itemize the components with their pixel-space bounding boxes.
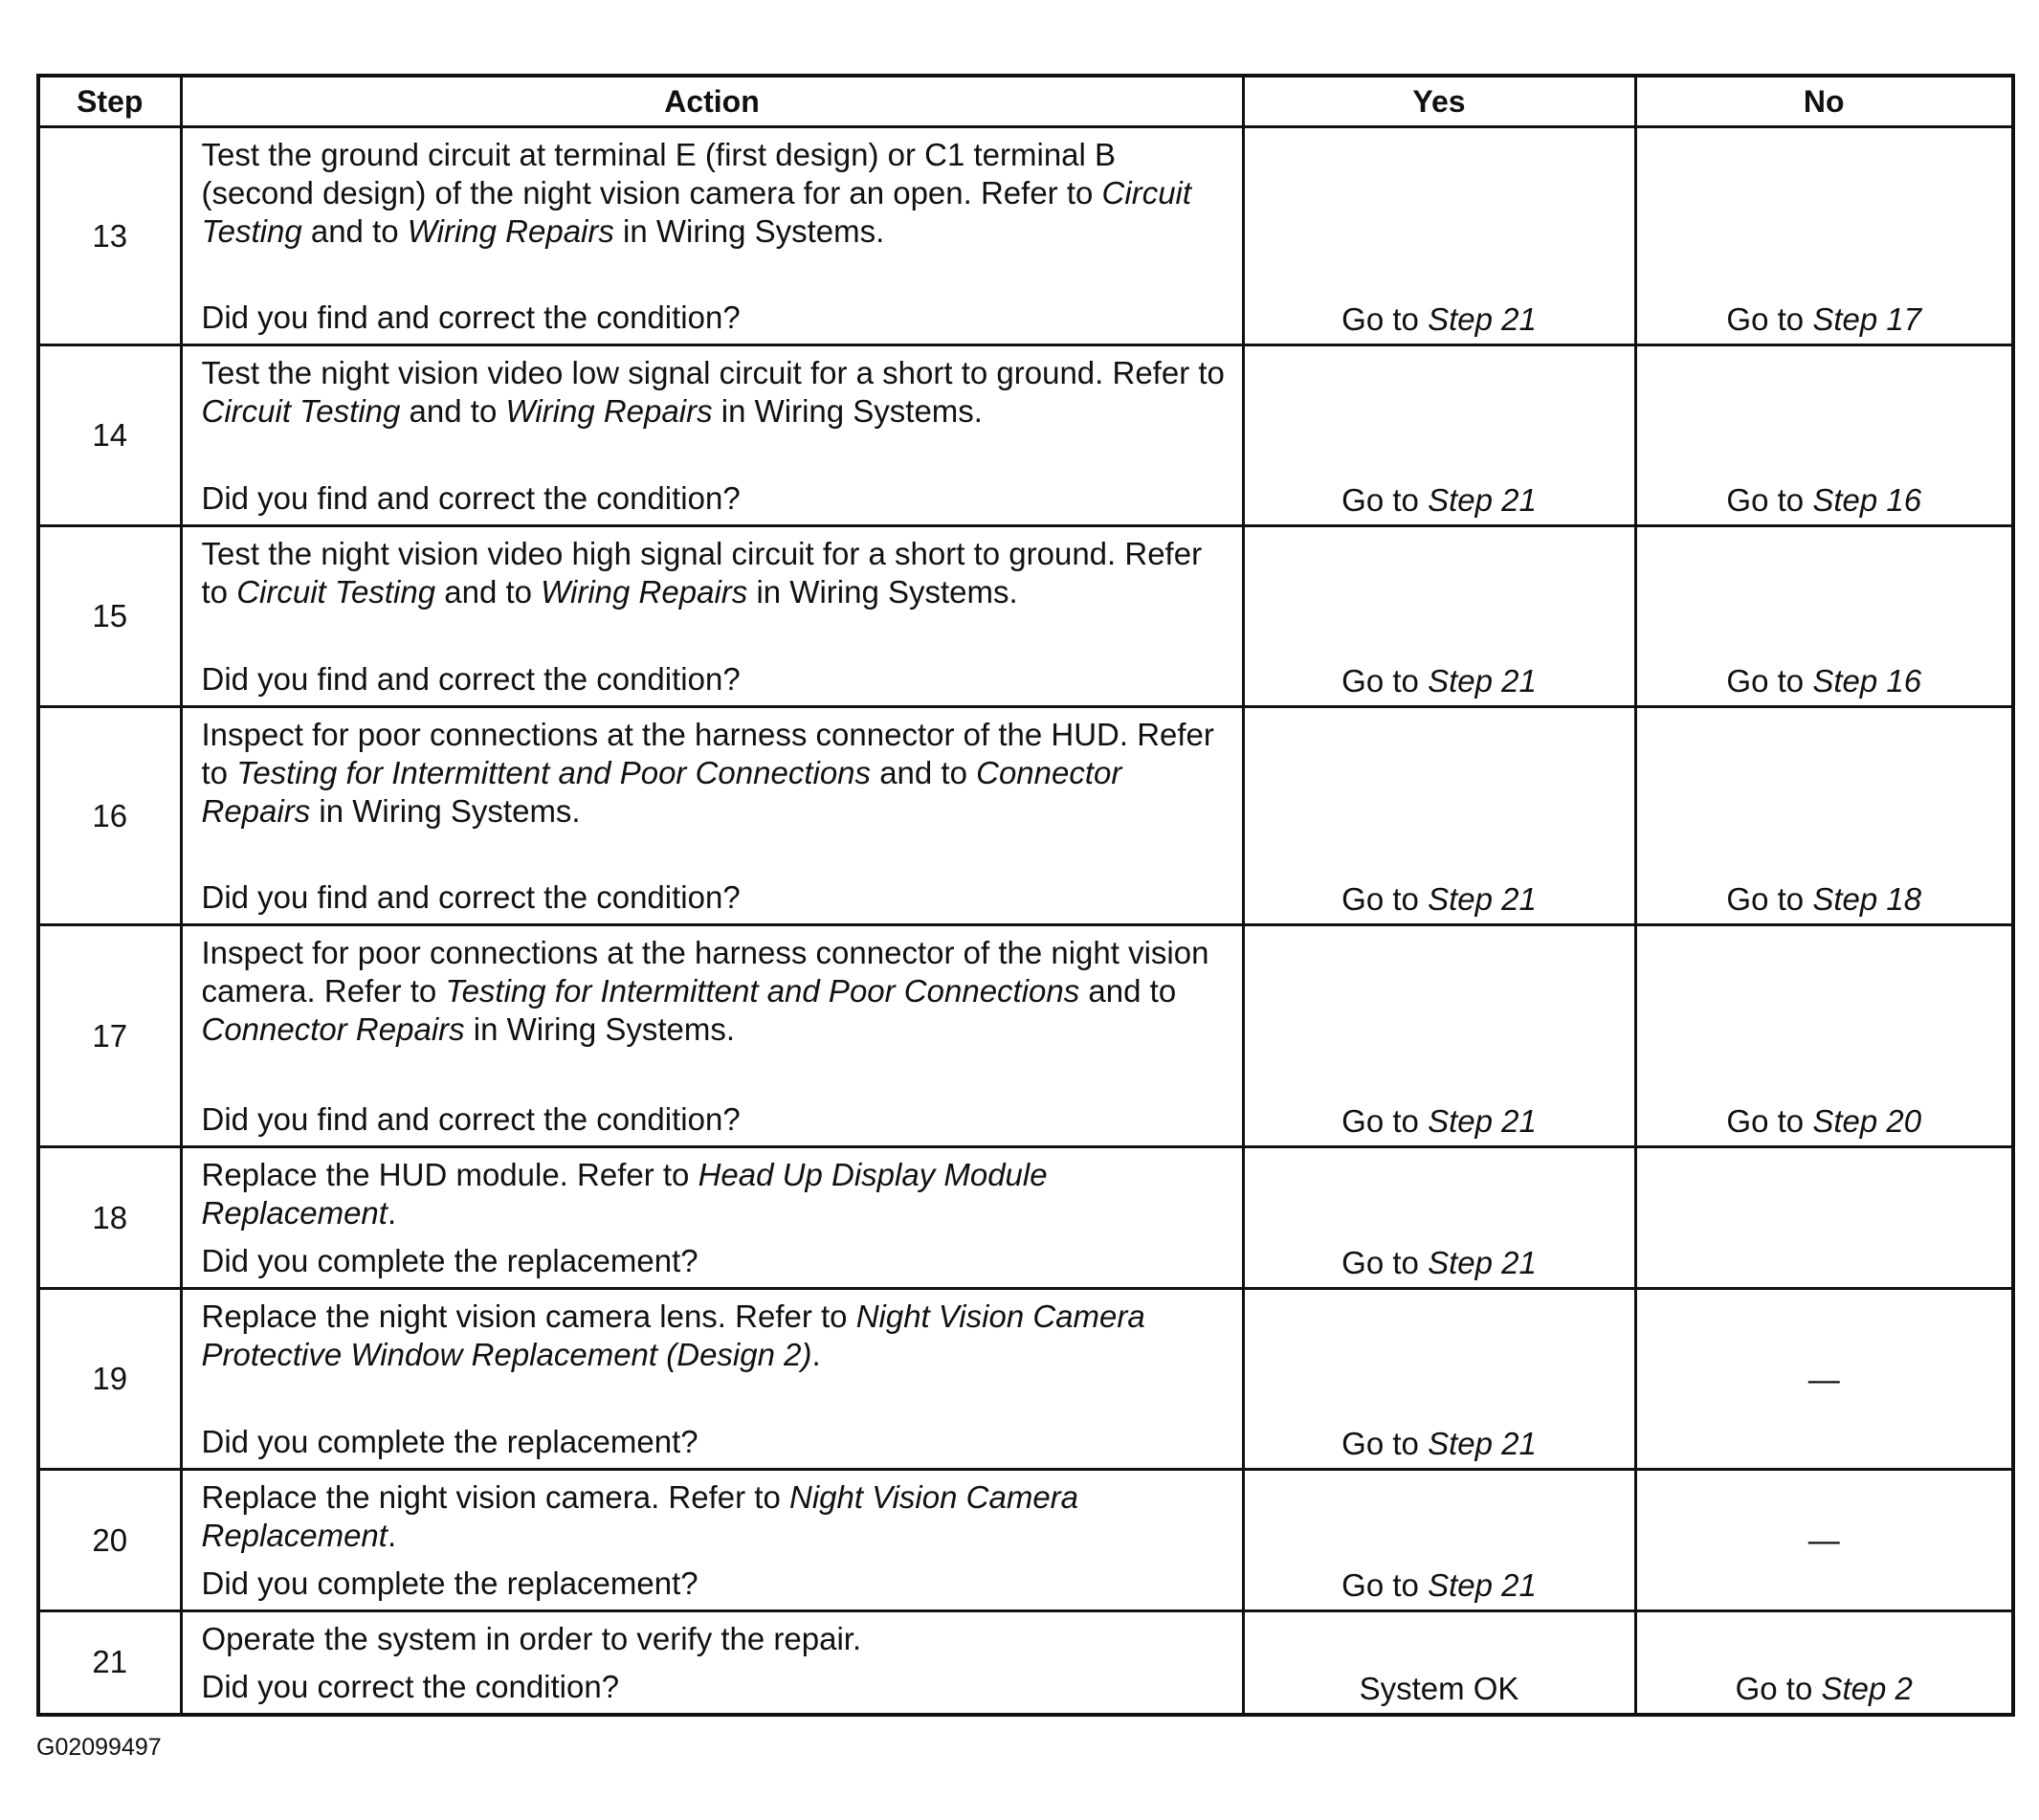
no-result [1635,1147,2013,1289]
step-number: 19 [38,1289,181,1470]
no-prefix: Go to [1726,482,1813,518]
yes-prefix: Go to [1341,663,1429,699]
reference-title: Wiring Repairs [505,393,713,429]
action-instruction [202,1156,1229,1232]
action-question: Did you find and correct the condition? [201,1101,741,1137]
action-instruction [202,354,1229,431]
reference-title: Night Vision Camera Replacement [201,1479,1079,1553]
table-row [38,1289,2013,1470]
figure-id: G02099497 [36,1734,162,1761]
action-text: and to [1079,973,1177,1009]
action-instruction [202,716,1229,831]
header-action: Action [181,76,1243,127]
no-step-link: Step 17 [1812,301,1922,337]
no-result [1635,1470,2013,1611]
action-text: and to [871,755,977,790]
step-number: 13 [38,127,181,345]
action-text: Operate the system in order to verify the repair. [201,1621,862,1656]
yes-step-link: Step 21 [1428,1245,1537,1280]
action-question: Did you complete the replacement? [201,1424,698,1459]
no-step-link: Step 16 [1812,482,1922,518]
reference-title: Testing for Intermittent and Poor Connections [445,973,1080,1009]
reference-title: Night Vision Camera Protective Window Replacement (Design 2) [201,1298,1145,1372]
action-text: Test the night vision video low signal circuit for a short to ground. Refer to [201,355,1225,390]
no-result [1635,925,2013,1147]
action-text: Inspect for poor connections at the harness connector of the HUD. Refer to [201,717,1214,790]
reference-title: Wiring Repairs [407,213,614,249]
action-cell [181,1289,1243,1470]
reference-title: Connector Repairs [201,755,1122,829]
step-number: 17 [38,925,181,1147]
reference-title: Connector Repairs [201,1011,465,1047]
no-step-link: Step 18 [1812,881,1922,917]
no-prefix: Go to [1726,301,1813,337]
yes-result [1243,1147,1635,1289]
action-text: Test the ground circuit at terminal E (first design) or C1 terminal B (second design) of the night vision camera for an open. Refer to [201,137,1117,211]
table-row [38,1611,2013,1715]
header-yes: Yes [1243,76,1635,127]
yes-step-link: Step 21 [1428,881,1537,917]
action-instruction [202,1298,1229,1374]
yes-prefix: Go to [1341,1567,1429,1603]
no-step-link: Step 20 [1812,1103,1922,1139]
action-cell [181,925,1243,1147]
yes-step-link: Step 21 [1428,1567,1537,1603]
yes-result [1243,526,1635,707]
header-no: No [1635,76,2013,127]
action-text: . [387,1518,397,1553]
reference-title: Testing for Intermittent and Poor Connections [236,755,872,790]
action-instruction [202,136,1229,251]
action-cell [181,1470,1243,1611]
step-number: 18 [38,1147,181,1289]
yes-prefix: Go to [1341,1426,1429,1461]
table-row [38,526,2013,707]
no-step-link: Step 16 [1812,663,1922,699]
yes-result [1243,1470,1635,1611]
yes-result [1243,127,1635,345]
action-text: . [387,1195,397,1231]
action-text: Replace the night vision camera. Refer to [201,1479,789,1515]
yes-step-link: Step 21 [1428,482,1537,518]
step-number: 16 [38,707,181,925]
action-question: Did you correct the condition? [201,1669,620,1704]
yes-prefix: Go to [1341,482,1429,518]
action-cell [181,526,1243,707]
yes-prefix: Go to [1341,1103,1429,1139]
action-question: Did you find and correct the condition? [201,480,741,516]
action-text: in Wiring Systems. [747,574,1018,610]
action-text: in Wiring Systems. [464,1011,736,1047]
action-question: Did you find and correct the condition? [201,661,741,697]
action-question: Did you find and correct the condition? [201,879,741,915]
reference-title: Circuit Testing [201,393,401,429]
header-step: Step [38,76,181,127]
action-text: in Wiring Systems. [712,393,983,429]
no-prefix: Go to [1726,1103,1813,1139]
action-instruction [202,1620,1229,1658]
table-row [38,345,2013,526]
header-row [38,76,2013,127]
action-text: Replace the night vision camera lens. Refer to [201,1298,856,1334]
yes-text: System OK [1359,1670,1519,1706]
no-prefix: Go to [1735,1670,1822,1706]
step-number: 14 [38,345,181,526]
no-text: — [1807,1361,1840,1397]
action-text: Replace the HUD module. Refer to [201,1157,698,1192]
yes-step-link: Step 21 [1428,663,1537,699]
action-cell [181,345,1243,526]
no-step-link: Step 2 [1821,1670,1913,1706]
action-text: in Wiring Systems. [310,793,581,829]
table-row [38,925,2013,1147]
action-cell [181,1147,1243,1289]
action-instruction [202,535,1229,611]
diagnostic-table [36,74,2015,1717]
step-number: 21 [38,1611,181,1715]
action-instruction [202,1478,1229,1555]
no-prefix: Go to [1726,663,1813,699]
reference-title: Head Up Display Module Replacement [201,1157,1048,1231]
no-result [1635,1611,2013,1715]
yes-step-link: Step 21 [1428,1103,1537,1139]
yes-prefix: Go to [1341,881,1429,917]
yes-result [1243,925,1635,1147]
no-result [1635,526,2013,707]
yes-result [1243,1289,1635,1470]
yes-prefix: Go to [1341,1245,1429,1280]
table-row [38,1470,2013,1611]
action-question: Did you find and correct the condition? [201,300,741,335]
action-text: and to [435,574,542,610]
action-cell [181,1611,1243,1715]
table-row [38,1147,2013,1289]
no-result [1635,345,2013,526]
action-instruction [202,934,1229,1049]
action-text: . [811,1337,821,1372]
action-text: and to [301,213,408,249]
reference-title: Wiring Repairs [541,574,748,610]
no-result [1635,1289,2013,1470]
action-cell [181,127,1243,345]
action-text: Test the night vision video high signal circuit for a short to ground. Refer to [201,536,1203,610]
reference-title: Circuit Testing [201,175,1192,249]
no-result [1635,127,2013,345]
table-row [38,127,2013,345]
no-prefix: Go to [1726,881,1813,917]
no-result [1635,707,2013,925]
table-body [38,127,2013,1715]
action-text: and to [400,393,506,429]
step-number: 20 [38,1470,181,1611]
yes-prefix: Go to [1341,301,1429,337]
yes-result [1243,707,1635,925]
action-cell [181,707,1243,925]
yes-step-link: Step 21 [1428,1426,1537,1461]
yes-result [1243,1611,1635,1715]
reference-title: Circuit Testing [236,574,436,610]
action-text: Inspect for poor connections at the harness connector of the night vision camera. Refer to [201,935,1209,1009]
yes-step-link: Step 21 [1428,301,1537,337]
step-number: 15 [38,526,181,707]
action-question: Did you complete the replacement? [201,1565,698,1601]
action-question: Did you complete the replacement? [201,1243,698,1278]
table-row [38,707,2013,925]
action-text: in Wiring Systems. [613,213,885,249]
yes-result [1243,345,1635,526]
no-text: — [1807,1522,1840,1558]
